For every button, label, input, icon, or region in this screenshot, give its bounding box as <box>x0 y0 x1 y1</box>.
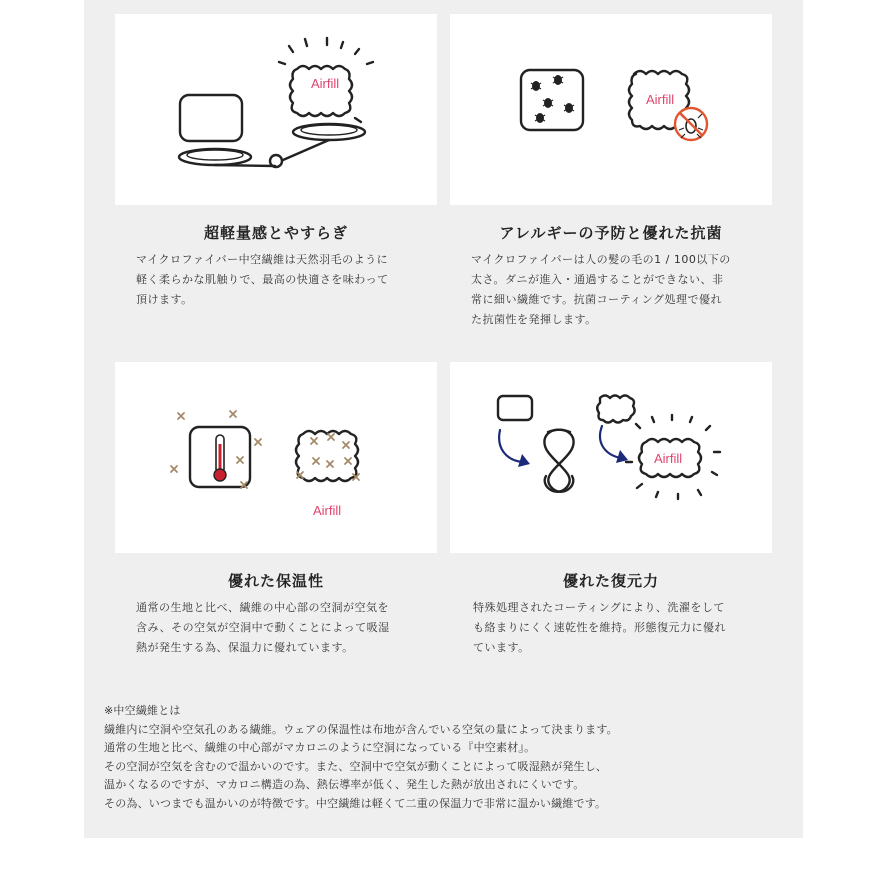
feature-title-lightweight: 超軽量感とやすらぎ <box>203 224 348 242</box>
note-line: 温かくなるのですが、マカロニ構造の為、熱伝導率が低く、発生した熱が放出されにくいです。 <box>104 778 585 791</box>
note-line: 繊維内に空洞や空気孔のある繊維。ウェアの保温性は布地が含んでいる空気の量によって決まります。 <box>104 722 618 736</box>
feature-image-antiallergy <box>450 14 772 205</box>
note-line: 通常の生地と比べ、繊維の中心部がマカロニのように空洞になっている『中空素材』。 <box>104 741 536 754</box>
recovery-icon <box>450 362 772 553</box>
airfill-label-4: Airfill <box>654 451 683 466</box>
feature-title-recovery: 優れた復元力 <box>562 572 659 590</box>
note-line: その為、いつまでも温かいのが特徴です。中空繊維は軽くて二重の保温力で非常に温かい繊維です。 <box>104 796 607 810</box>
note-heading: ※中空繊維とは <box>104 704 181 717</box>
note-line: その空洞が空気を含むので温かいのです。また、空洞中で空気が動くことによって吸湿熱が発生し、 <box>104 759 608 773</box>
feature-desc-antiallergy: マイクロファイバーは人の髪の毛の1 / 100以下の 太さ。ダニが進入・通過することができない、非 常に細い繊維です。抗菌コーティング処理で優れ た抗菌性を発揮します。 <box>471 253 731 326</box>
airfill-label-2: Airfill <box>646 92 675 107</box>
feature-image-lightweight <box>115 14 437 205</box>
feature-desc-lightweight: マイクロファイバー中空繊維は天然羽毛のように 軽く柔らかな肌触りで、最高の快適さを味わって 頂けます。 <box>136 253 389 306</box>
feature-title-antiallergy: アレルギーの予防と優れた抗菌 <box>499 224 723 242</box>
feature-desc-recovery: 特殊処理されたコーティングにより、洗濯をして も絡まりにくく速乾性を維持。形態復元力に優れ ています。 <box>473 601 726 654</box>
feature-title-warmth: 優れた保温性 <box>227 572 324 590</box>
airfill-label: Airfill <box>311 76 340 91</box>
feature-image-recovery <box>450 362 772 553</box>
hollow-fiber-note <box>104 702 784 813</box>
airfill-label-3: Airfill <box>313 503 342 518</box>
thermometer-icon <box>115 362 437 553</box>
anti-mite-icon <box>450 14 772 205</box>
feature-desc-warmth: 通常の生地と比べ、繊維の中心部の空洞が空気を 含み、その空気が空洞中で動くことによって吸湿 熱が発生する為、保温力に優れています。 <box>136 601 390 654</box>
feature-image-warmth <box>115 362 437 553</box>
no-mite-icon <box>675 108 707 140</box>
scale-icon <box>115 14 437 205</box>
